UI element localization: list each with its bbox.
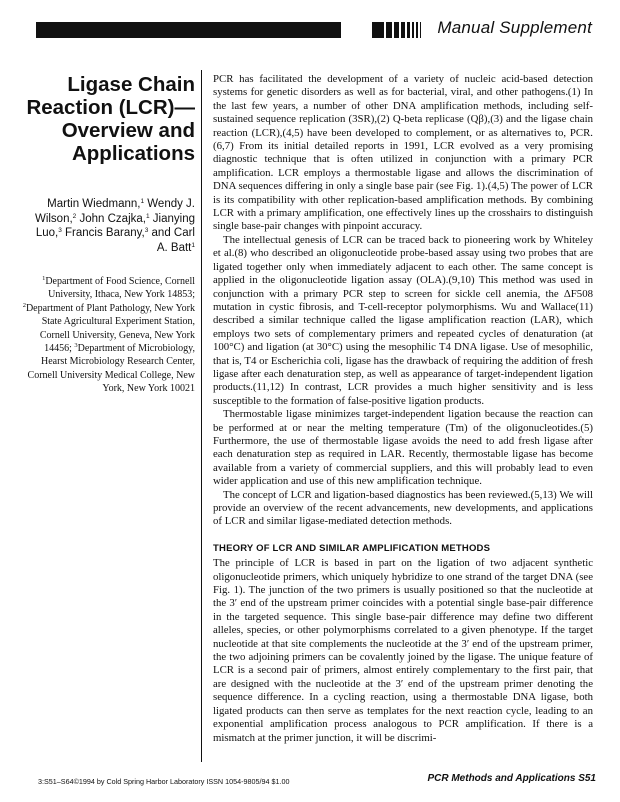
section-label: Manual Supplement <box>437 18 592 37</box>
author-list: Martin Wiedmann,$^1$ Wendy J. Wilson,$^2$ John Czajka,$^1$ Jianying Luo,$^3$ Francis Barany,$^3$ and Carl A. Batt$^1$ <box>34 198 195 254</box>
affiliation: Department of Plant Pathology, New York State Agricultural Experiment Station, Cornell University, Geneva, New York 14456; <box>25 302 195 355</box>
author-name: Wendy J. Wilson, <box>34 198 195 225</box>
affiliations: $^1$Department of Food Science, Cornell University, Ithaca, New York 14853; $^2$Department of Plant Pathology, New York State Agricultural Experiment Station, Cornell University, Geneva, New York 14456; $^3$Department of Microbiology, Hearst Microbiology Research Center, Cornell University Medical College, New York, New York 10021 <box>22 275 195 395</box>
article-title: Ligase Chain Reaction (LCR)—Overview and Applications <box>26 73 195 165</box>
header-bar <box>36 20 592 42</box>
column-divider <box>201 70 202 762</box>
author-name: John Czajka, <box>76 212 146 225</box>
author-name: Jianying Luo, <box>35 212 195 239</box>
journal-page: PCR Methods and Applications S51 <box>427 773 596 784</box>
body-paragraph: The intellectual genesis of LCR can be traced back to pioneering work by Whiteley et al.(8) who described an oligonucleotide probe-based assay using two probes that are ligated together only when immediately adjacent to each other. The same concept is applied in the oligonucleotide ligation assay (OLA).(9,10) This method was used in conjunction with a primary PCR step to screen for sickle cell anemia, the ΔF508 mutation in cystic fibrosis, and T-cell-receptor polymorphisms. Wu and Wallace(11) described a similar technique called the ligase amplification reaction (LAR), which employs two sets of complementary primers and repeated cycles of denaturation (at 100°C) and ligation (at 30°C) using the mesophilic T4 DNA ligase. Use of mesophilic, that is, T4 or Escherichia coli, ligase has the drawback of requiring the addition of fresh ligase after each denaturation step, as well as appearance of target-independent ligation products.(11,12) In contrast, LCR provides a much higher sensitivity and is less susceptible to the formation of false-positive ligation products. <box>213 233 593 407</box>
body-paragraph: Thermostable ligase minimizes target-independent ligation because the reaction can be performed at or near the melting temperature (Tm) of the oligonucleotides.(5) Furthermore, the use of thermostable ligase avoids the need to add fresh ligase after each denaturation step as required in LAR. Recently, thermostable ligase has become available from a variety of commercial suppliers, and this will probably lead to even wider application and use of this new amplification technique. <box>213 408 593 488</box>
author-name: Martin Wiedmann, <box>47 198 141 210</box>
citation-line: 3:S51–S64©1994 by Cold Spring Harbor Laboratory ISSN 1054-9805/94 $1.00 <box>38 777 290 786</box>
affiliation: Department of Microbiology, Hearst Microbiology Research Center, Cornell University Medical College, New York, New York 10021 <box>27 343 195 395</box>
article-body <box>213 73 593 745</box>
affiliation: Department of Food Science, Cornell University, Ithaca, New York 14853; <box>45 276 195 301</box>
author-name: Francis Barany, <box>61 227 145 239</box>
body-paragraph: The concept of LCR and ligation-based diagnostics has been reviewed.(5,13) We will provide an overview of the recent advancements, new developments, and applications of LCR and similar ligase-mediated detection methods. <box>213 488 593 528</box>
body-paragraph: The principle of LCR is based in part on the ligation of two adjacent synthetic oligonucleotide primers, which uniquely hybridize to one strand of the target DNA (see Fig. 1). The junction of the two primers is usually positioned so that the nucleotide at the 3′ end of the upstream primer coincides with a potential single base-pair difference in the targeted sequence. This single base-pair difference may define two different alleles, species, or other polymorphisms correlated to a given phenotype. If the target nucleotide at that site complements the nucleotide at the 3′ end of the upstream primer, the two adjoining primers can be covalently joined by the ligase. The unique feature of LCR is a second pair of primers, almost entirely complementary to the first pair, that are designed with the nucleotide at the 3′ end of the upstream primer denoting the sequence difference. In a cycling reaction, using a thermostable DNA ligase, both ligated products can then serve as templates for the next reaction cycle, leading to an exponential amplification process analogous to PCR amplification. If there is a mismatch at the primer junction, it will be discrimi- <box>213 557 593 744</box>
header-bar-solid <box>36 22 341 38</box>
section-heading: THEORY OF LCR AND SIMILAR AMPLIFICATION METHODS <box>213 542 491 554</box>
author-name: and Carl A. Batt <box>148 227 195 254</box>
header-bar-ticks <box>341 22 421 38</box>
body-paragraph: PCR has facilitated the development of a variety of nucleic acid-based detection systems for genetic disorders as well as for bacterial, viral, and other pathogens.(1) In the last few years, a number of other DNA amplification methods, including self-sustained sequence replication (3SR),(2) Q-beta replicase (Qβ),(3) and the ligase chain reaction (LCR),(4,5) have been developed to complement, or as alternatives to, PCR.(6,7) From its initial detailed reports in 1991, LCR evolved as a very promising diagnostic technique that is often utilized in conjunction with a primary PCR amplification. LCR employs a thermostable ligase and allows the discrimination of DNA sequences differing in only a single base pair (see Fig. 1).(4,5) The power of LCR is its compatibility with other replication-based amplification methods. By combining LCR with a primary amplification, one effectively lines up the crosshairs to distinguish single base-pair changes with pinpoint accuracy. <box>213 73 593 233</box>
